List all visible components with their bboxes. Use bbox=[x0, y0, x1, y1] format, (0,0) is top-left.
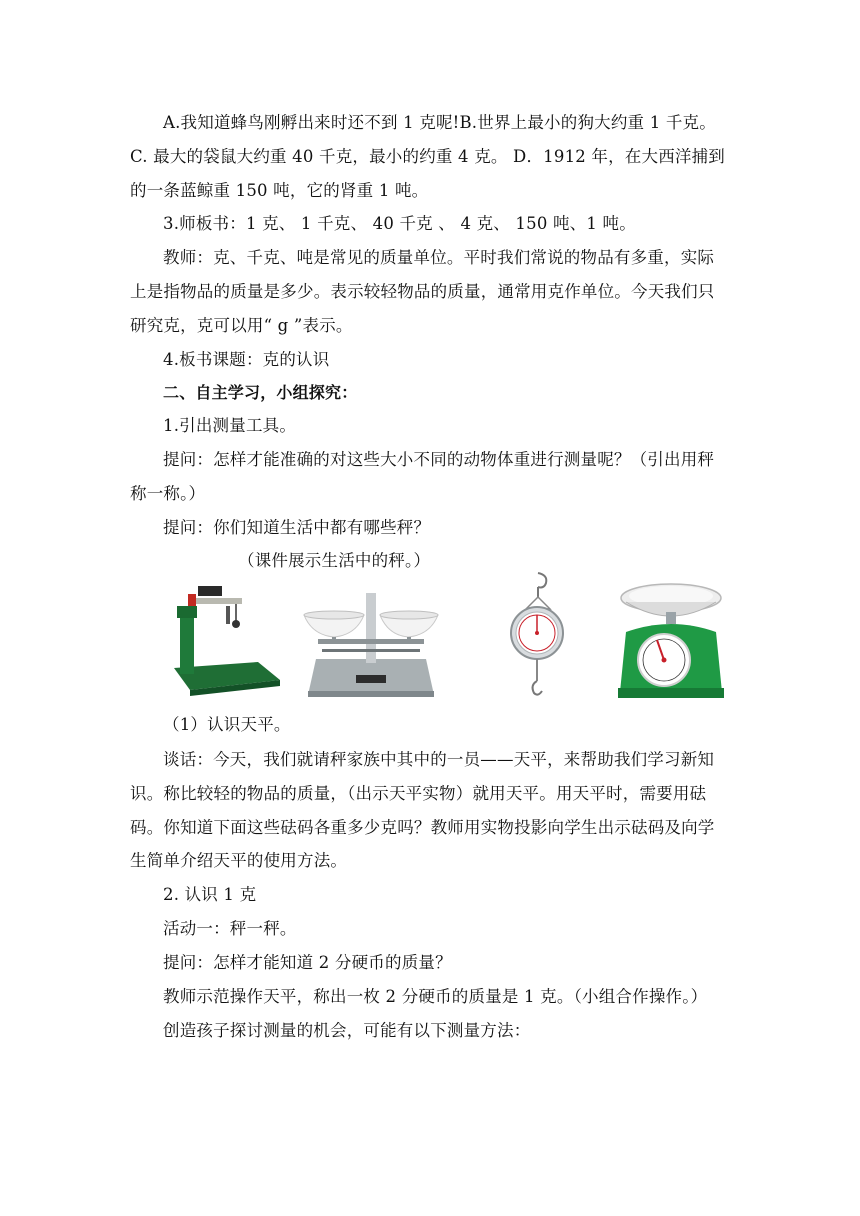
kitchen-scale-image bbox=[612, 576, 730, 702]
text-line-talk-3: 码。你知道下面这些砝码各重多少克吗？教师用实物投影向学生出示砝码及向学 bbox=[130, 818, 715, 837]
text-line-methods: 创造孩子探讨测量的机会，可能有以下测量方法： bbox=[163, 1021, 531, 1040]
text-line-talk-4: 生简单介绍天平的使用方法。 bbox=[130, 851, 348, 870]
image-caption: （课件展示生活中的秤。） bbox=[238, 551, 431, 570]
text-line-board-writing: 3.师板书：1 克、 1 千克、 40 千克 、 4 克、 150 吨、1 吨。 bbox=[163, 214, 636, 233]
text-line-teacher-3: 研究克，克可以用“ g ”表示。 bbox=[130, 316, 353, 335]
text-line-teacher-1: 教师：克、千克、吨是常见的质量单位。平时我们常说的物品有多重，实际 bbox=[163, 248, 715, 267]
text-line-question-1b: 称一称。） bbox=[130, 484, 206, 503]
text-line-teacher-2: 上是指物品的质量是多少。表示较轻物品的质量，通常用克作单位。今天我们只 bbox=[130, 282, 715, 301]
text-line-know-1g: 2. 认识 1 克 bbox=[163, 885, 257, 904]
text-line-tools: 1.引出测量工具。 bbox=[163, 416, 297, 435]
text-line-know-balance: （1）认识天平。 bbox=[163, 715, 291, 734]
text-line-question-2: 提问：你们知道生活中都有哪些秤？ bbox=[163, 518, 431, 537]
text-line-talk-1: 谈话：今天，我们就请秤家族中其中的一员——天平，来帮助我们学习新知 bbox=[163, 750, 715, 769]
text-line-bluewhale: 的一条蓝鲸重 150 吨，它的肾重 1 吨。 bbox=[130, 181, 429, 200]
spring-scale-icon bbox=[508, 571, 566, 699]
text-line-talk-2: 识。称比较轻的物品的质量，（出示天平实物）就用天平。用天平时，需要用砝 bbox=[130, 784, 707, 803]
text-line-question-1: 提问：怎样才能准确的对这些大小不同的动物体重进行测量呢？（引出用秤 bbox=[163, 450, 715, 469]
balance-scale-image bbox=[300, 583, 442, 701]
text-line-lesson-title: 4.板书课题：克的认识 bbox=[163, 350, 330, 369]
platform-scale-icon bbox=[168, 576, 283, 700]
spring-scale-image bbox=[508, 571, 566, 699]
text-line-hummingbird: A.我知道蜂鸟刚孵出来时还不到 1 克呢!B.世界上最小的狗大约重 1 千克。 bbox=[163, 113, 716, 132]
balance-scale-icon bbox=[300, 583, 442, 701]
text-line-demo: 教师示范操作天平，称出一枚 2 分硬币的质量是 1 克。（小组合作操作。） bbox=[163, 987, 708, 1006]
text-line-activity-1: 活动一：秤一秤。 bbox=[163, 919, 297, 938]
kitchen-scale-icon bbox=[612, 576, 730, 702]
section-heading: 二、自主学习，小组探究： bbox=[163, 383, 358, 402]
text-line-kangaroo: C. 最大的袋鼠大约重 40 千克，最小的约重 4 克。 D．1912 年，在大西洋捕到 bbox=[130, 147, 726, 166]
platform-scale-image bbox=[168, 576, 283, 700]
text-line-question-coin: 提问：怎样才能知道 2 分硬币的质量？ bbox=[163, 953, 452, 972]
